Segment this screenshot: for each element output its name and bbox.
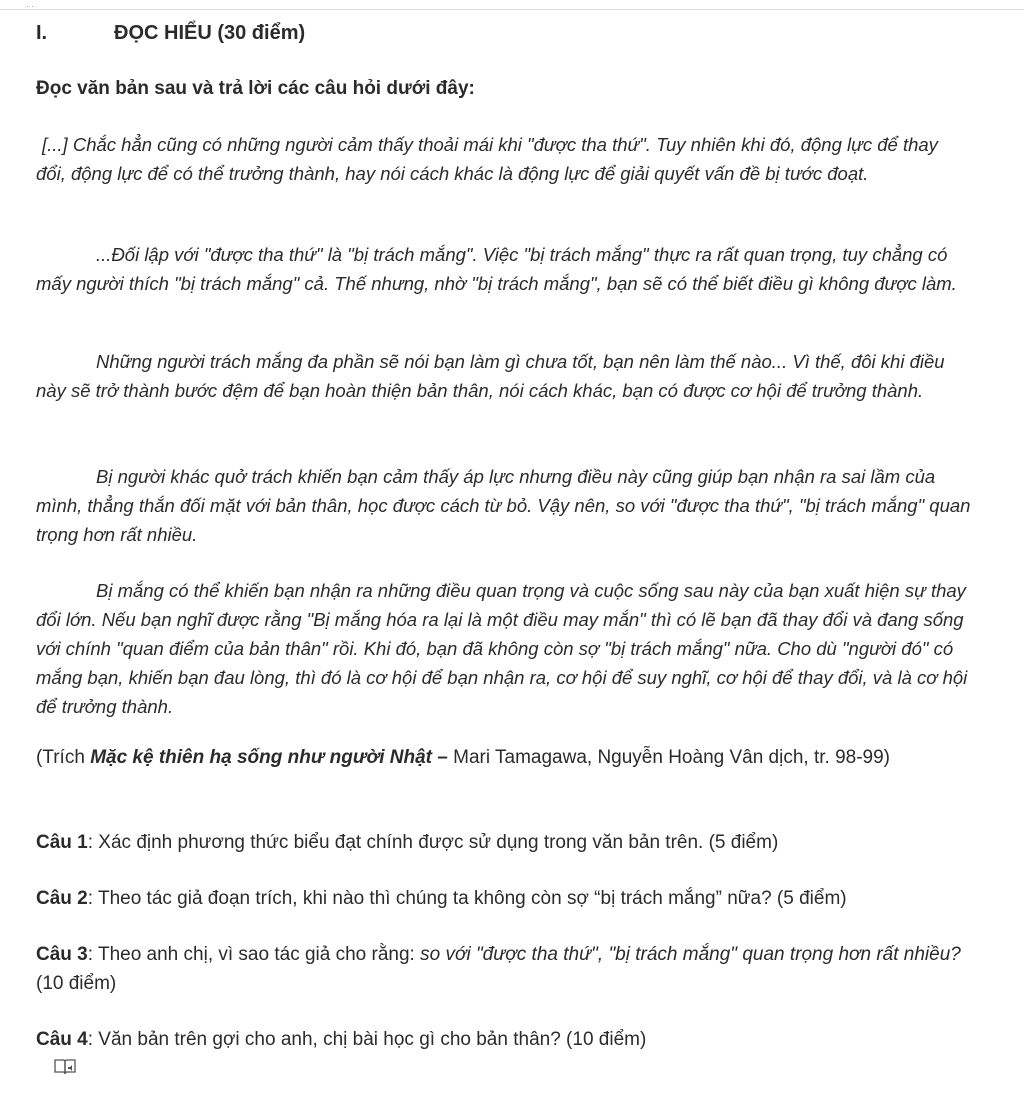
question-label: Câu 3	[36, 944, 88, 965]
question-4	[36, 1025, 971, 1054]
passage-paragraph-3: Những người trách mắng đa phần sẽ nói bạn làm gì chưa tốt, bạn nên làm thế nào... Vì thế, đôi khi điều này sẽ trở thành bước đệm để bạn hoàn thiện bản thân, nói cách khác, bạn có được cơ hội để trưởng thành.	[36, 351, 945, 401]
question-label: Câu 2	[36, 888, 88, 909]
section-number: I.	[36, 22, 48, 44]
question-text: : Xác định phương thức biểu đạt chính được sử dụng trong văn bản trên. (5 điểm)	[87, 832, 779, 853]
question-text: : Theo anh chị, vì sao tác giả cho rằng:	[87, 944, 421, 965]
top-divider	[0, 9, 1024, 10]
question-1	[36, 828, 971, 857]
immersive-reader-icon[interactable]	[54, 1058, 76, 1076]
passage-paragraph-4: Bị người khác quở trách khiến bạn cảm thấy áp lực nhưng điều này cũng giúp bạn nhận ra sai lầm của mình, thẳng thắn đối mặt với bản thân, học được cách từ bỏ. Vậy nên, so với "được tha thứ", "bị trách mắng" quan trọng hơn rất nhiều.	[36, 466, 971, 545]
question-quote: so với "được tha thứ", "bị trách mắng" quan trọng hơn rất nhiều?	[420, 944, 961, 965]
source-citation	[36, 743, 971, 772]
question-2	[36, 884, 971, 913]
question-text: : Theo tác giả đoạn trích, khi nào thì chúng ta không còn sợ “bị trách mắng” nữa? (5 điểm)	[87, 888, 847, 909]
source-suffix: Mari Tamagawa, Nguyễn Hoàng Vân dịch, tr. 98-99)	[447, 747, 891, 768]
source-dash: –	[431, 747, 448, 768]
passage-paragraph-5: Bị mắng có thể khiến bạn nhận ra những điều quan trọng và cuộc sống sau này của bạn xuất hiện sự thay đổi lớn. Nếu bạn nghĩ được rằng "Bị mắng hóa ra lại là một điều may mắn" thì có lẽ bạn đã thay đổi và đang sống với chính "quan điểm của bản thân" rồi. Khi đó, bạn đã không còn sợ "bị trách mắng" nữa. Cho dù "người đó" có mắng bạn, khiến bạn đau lòng, thì đó là cơ hội để bạn nhận ra, cơ hội để suy nghĩ, cơ hội để thay đổi, và là cơ hội để trưởng thành.	[36, 580, 968, 717]
top-marks: ··	[26, 1, 36, 11]
source-book-title: Mặc kệ thiên hạ sống như người Nhật	[90, 747, 432, 768]
passage-paragraph-2: ...Đối lập với "được tha thứ" là "bị trách mắng". Việc "bị trách mắng" thực ra rất quan trọng, tuy chẳng có mấy người thích "bị trách mắng" cả. Thế nhưng, nhờ "bị trách mắng", bạn sẽ có thể biết điều gì không được làm.	[36, 244, 957, 294]
instruction: Đọc văn bản sau và trả lời các câu hỏi dưới đây:	[36, 78, 475, 99]
question-label: Câu 1	[36, 832, 88, 853]
source-prefix: (Trích	[36, 747, 91, 768]
passage-paragraph-1: [...] Chắc hẳn cũng có những người cảm thấy thoải mái khi "được tha thứ". Tuy nhiên khi đó, động lực để thay đổi, động lực để có thể trưởng thành, hay nói cách khác là động lực để giải quyết vấn đề bị tước đoạt.	[36, 134, 938, 184]
question-3	[36, 940, 971, 998]
section-title: ĐỌC HIỂU (30 điểm)	[114, 22, 306, 44]
question-text: : Văn bản trên gợi cho anh, chị bài học gì cho bản thân? (10 điểm)	[87, 1029, 647, 1050]
question-points: (10 điểm)	[36, 973, 117, 994]
question-label: Câu 4	[36, 1029, 88, 1050]
